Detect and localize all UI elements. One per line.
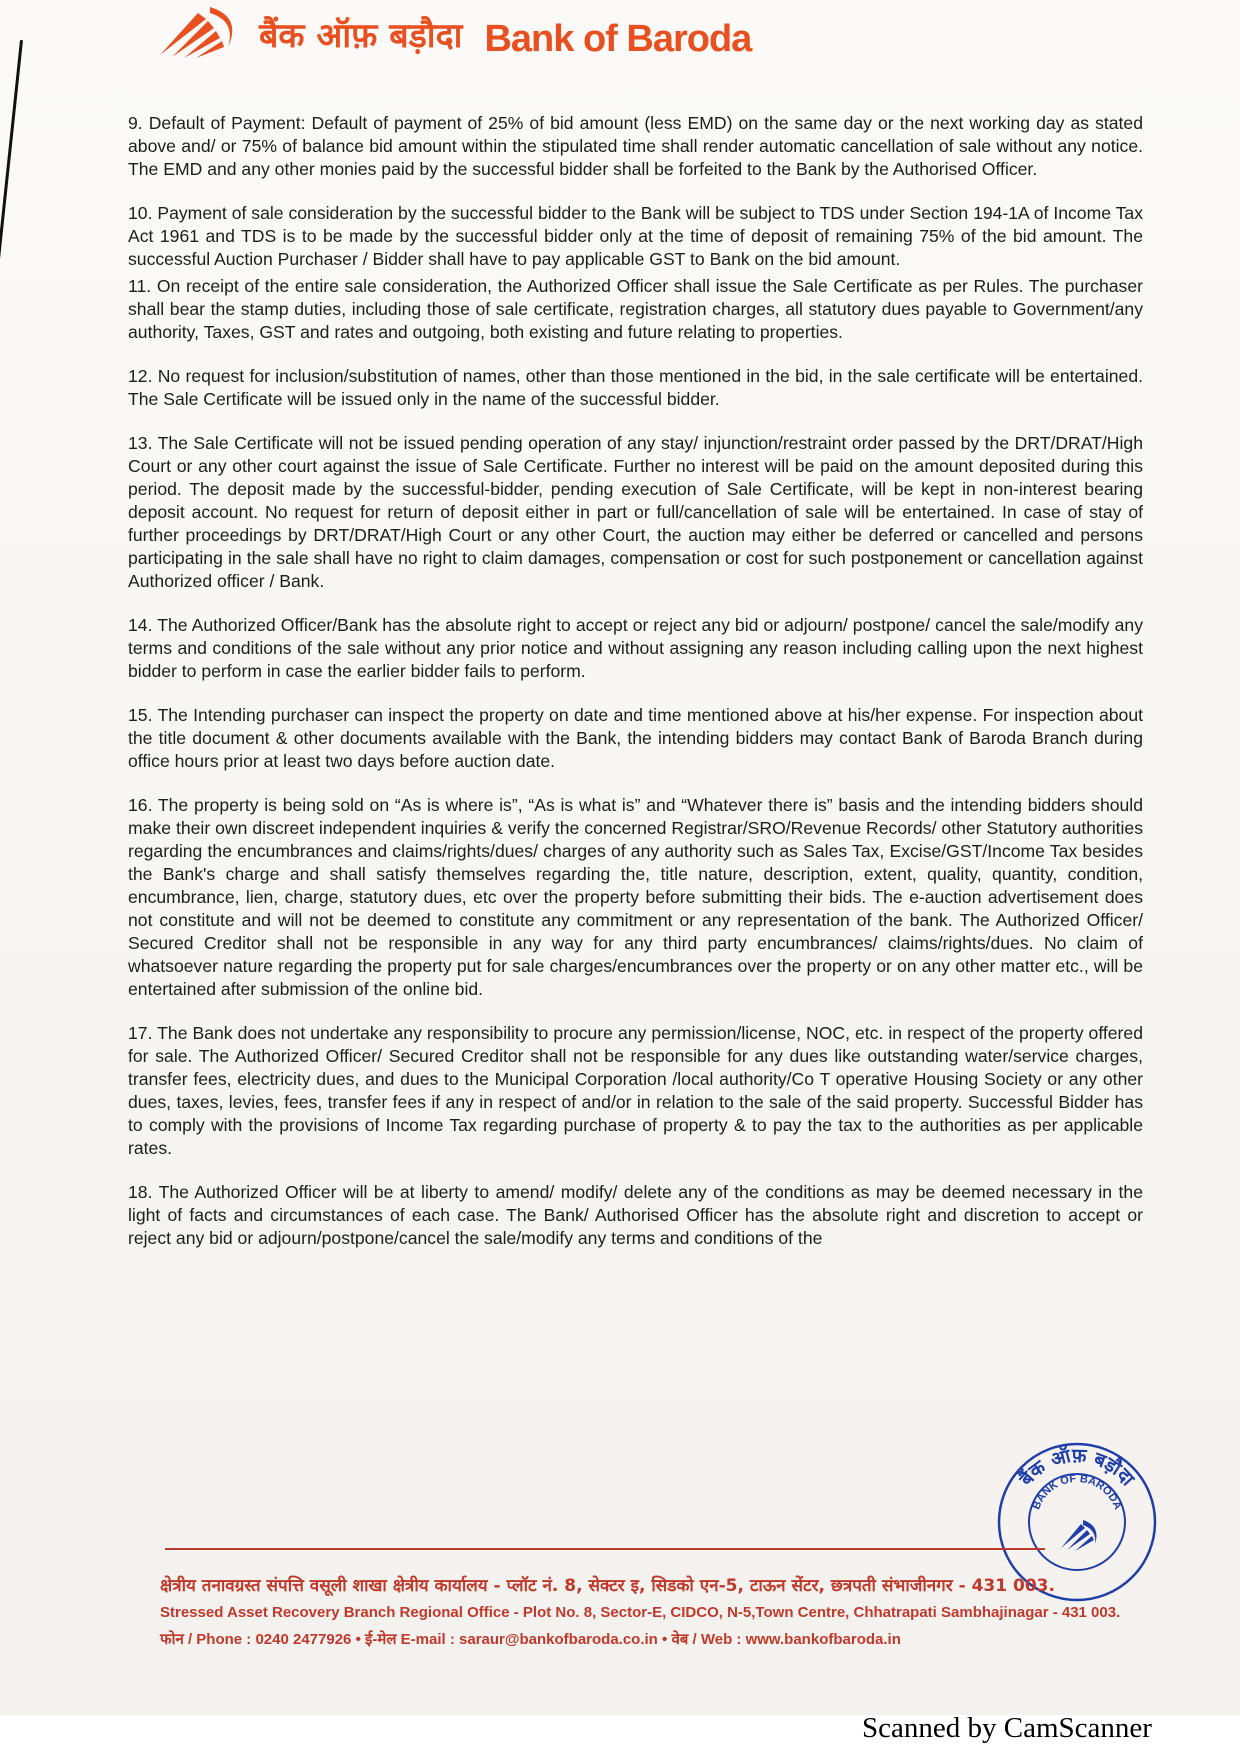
footer-hindi-address: क्षेत्रीय तनावग्रस्त संपत्ति वसूली शाखा क्षेत्रीय कार्यालय - प्लॉट नं. 8, सेक्टर इ, सिडको एन-5, टाऊन सेंटर, छत्रपती संभाजीनगर - 431 003. [160, 1576, 1055, 1596]
clause-13: 13. The Sale Certificate will not be issued pending operation of any stay/ injunction/restraint order passed by the DRT/DRAT/High Court or any other court against the issue of Sale Certificate. Further no interest will be paid on the amount deposited during this period. The deposit made by the successful-bidder, pending execution of Sale Certificate, will be kept in non-interest bearing deposit account. No request for return of deposit either in part or full/cancellation of sale will be entertained. In case of stay of further proceedings by DRT/DRAT/High Court or any other Court, the auction may either be deferred or cancelled and persons participating in the sale shall have no right to claim damages, compensation or cost for such postponement or cancellation against Authorized officer / Bank. [128, 433, 1143, 591]
footer-phone: फोन / Phone : 0240 2477926 [160, 1631, 352, 1648]
logo-hindi-text: बैंक ऑफ़ बड़ौदा [259, 15, 463, 56]
svg-text:BANK OF BARODA [1030, 1473, 1123, 1511]
clause-11: 11. On receipt of the entire sale consideration, the Authorized Officer shall issue the Sale Certificate as per Rules. The purchaser shall bear the stamp duties, including those of sale certificate, registration charges, all statutory dues payable to Government/any authority, Taxes, GST and rates and outgoing, both existing and future relating to properties. [128, 276, 1143, 342]
footer-english-address: Stressed Asset Recovery Branch Regional Office - Plot No. 8, Sector-E, CIDCO, N-5,Town Centre, Chhatrapati Sambhajinagar - 431 003. [160, 1604, 1121, 1621]
stamp-english-text: BANK OF BARODA [1030, 1472, 1124, 1512]
stamp-hindi-text: बैंक ऑफ़ बड़ौदा [1015, 1444, 1139, 1491]
footer-address [160, 1572, 1140, 1654]
clause-15: 15. The Intending purchaser can inspect the property on date and time mentioned above at his/her expense. For inspection about the title document & other documents available with the Bank, the intending bidders may contact Bank of Baroda Branch during office hours prior at least two days before auction date. [128, 705, 1143, 771]
clause-18: 18. The Authorized Officer will be at liberty to amend/ modify/ delete any of the conditions as may be deemed necessary in the light of facts and circumstances of each case. The Bank/ Authorised Officer has the absolute right and discretion to accept or reject any bid or adjourn/postpone/cancel the sale/modify any terms and conditions of the [128, 1182, 1143, 1248]
stamp-sunburst-icon [1061, 1520, 1097, 1551]
footer-web[interactable]: वेब / Web : www.bankofbaroda.in [671, 1631, 901, 1648]
page-edge-shadow [0, 40, 23, 339]
footer-email[interactable]: ई-मेल E-mail : saraur@bankofbaroda.co.in [364, 1631, 658, 1648]
bullet-separator: • [662, 1631, 672, 1648]
sunburst-logo-icon [150, 3, 245, 58]
footer-contact-line [160, 1626, 1140, 1654]
clause-10: 10. Payment of sale consideration by the successful bidder to the Bank will be subject to TDS under Section 194-1A of Income Tax Act 1961 and TDS is to be made by the successful bidder only at the time of deposit of remaining 75% of the bid amount. The successful Auction Purchaser / Bidder shall have to pay applicable GST to Bank on the bid amount. [128, 203, 1143, 269]
bullet-separator: • [355, 1631, 365, 1648]
clause-17: 17. The Bank does not undertake any responsibility to procure any permission/license, NOC, etc. in respect of the property offered for sale. The Authorized Officer/ Secured Creditor shall not be responsible for any dues like outstanding water/service charges, transfer fees, electricity dues, and dues to the Municipal Corporation /local authority/Co T operative Housing Society or any other dues, taxes, levies, fees, transfer fees if any in respect of and/or in relation to the sale of the said property. Successful Bidder has to comply with the provisions of Income Tax regarding purchase of property & to pay the tax to the authorities as per applicable rates. [128, 1023, 1143, 1158]
bank-logo [150, 0, 751, 61]
clause-12: 12. No request for inclusion/substitution of names, other than those mentioned in the bid, in the sale certificate will be entertained. The Sale Certificate will be issued only in the name of the successful bidder. [128, 366, 1143, 409]
terms-and-conditions [128, 112, 1143, 1271]
camscanner-watermark: Scanned by CamScanner [862, 1712, 1152, 1744]
clause-9: 9. Default of Payment: Default of payment of 25% of bid amount (less EMD) on the same day or the next working day as stated above and/ or 75% of balance bid amount within the stipulated time shall render automatic cancellation of sale without any notice. The EMD and any other monies paid by the successful bidder shall be forfeited to the Bank by the Authorised Officer. [128, 113, 1143, 179]
clause-14: 14. The Authorized Officer/Bank has the absolute right to accept or reject any bid or adjourn/ postpone/ cancel the sale/modify any terms and conditions of the sale without any prior notice and without assigning any reason including calling upon the next highest bidder to perform in case the earlier bidder fails to perform. [128, 615, 1143, 681]
logo-english-text: Bank of Baroda [484, 18, 752, 60]
clause-16: 16. The property is being sold on “As is where is”, “As is what is” and “Whatever there is” basis and the intending bidders should make their own discreet independent inquiries & verify the concerned Registrar/SRO/Revenue Records/ other Statutory authorities regarding the encumbrances and claims/rights/dues/ charges of any authority such as Sales Tax, Excise/GST/Income Tax besides the Bank's charge and shall satisfy themselves regarding the, title nature, description, extent, quality, quantity, condition, encumbrance, lien, charge, statutory dues, etc over the property before submitting their bids. The e-auction advertisement does not constitute and will not be deemed to constitute any commitment or any representation of the bank. The Authorized Officer/ Secured Creditor shall not be responsible in any way for any third party encumbrances/ claims/rights/dues. No claim of whatsoever nature regarding the property put for sale charges/encumbrances over the property or on any other matter etc., will be entertained after submission of the online bid. [128, 795, 1143, 999]
footer-divider [165, 1548, 1045, 1550]
